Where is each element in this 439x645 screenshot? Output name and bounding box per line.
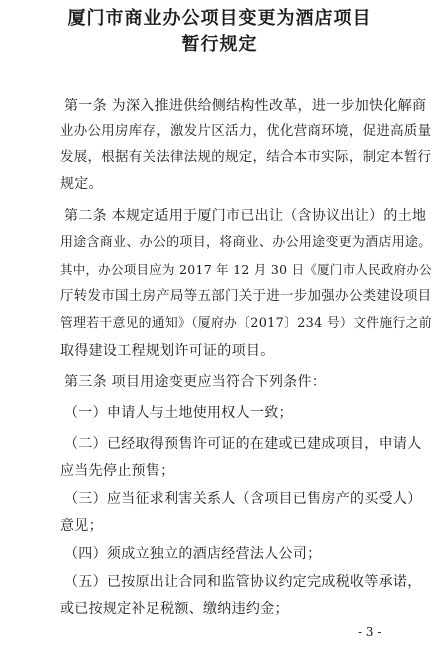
article-1-line-3: 发展，根据有关法律法规的规定，结合本市实际，制定本暂行 bbox=[60, 150, 432, 165]
article-3-item-2-line-1: （二）已经取得预售许可证的在建或已建成项目，申请人 bbox=[64, 436, 422, 452]
document-title-line-1: 厦门市商业办公项目变更为酒店项目 bbox=[67, 8, 372, 29]
article-3-item-2-line-2: 应当先停止预售； bbox=[60, 463, 175, 479]
article-2-line-5: 管理若干意见的通知》（厦府办〔2017〕234 号）文件施行之前 bbox=[60, 316, 432, 331]
article-3-line-1: 第三条 项目用途变更应当符合下列条件： bbox=[64, 374, 327, 390]
article-3-item-4: （四）须成立独立的酒店经营法人公司； bbox=[64, 546, 322, 562]
article-1-line-4: 规定。 bbox=[60, 176, 103, 192]
article-2-line-3: 其中，办公项目应为 2017 年 12 月 30 日《厦门市人民政府办公 bbox=[60, 262, 432, 277]
page-number: - 3 - bbox=[358, 625, 382, 639]
article-1-line-1: 第一条 为深入推进供给侧结构性改革，进一步加快化解商 bbox=[64, 98, 427, 114]
article-2-line-2: 用途含商业、办公的项目，将商业、办公用途变更为酒店用途。 bbox=[60, 235, 432, 250]
article-3-item-3-line-2: 意见； bbox=[60, 518, 103, 534]
article-3-item-5-line-2: 或已按规定补足税额、缴纳违约金； bbox=[60, 601, 289, 617]
article-3-item-5-line-1: （五）已按原出让合同和监管协议约定完成税收等承诺， bbox=[64, 574, 422, 590]
document-title-line-2: 暂行规定 bbox=[181, 34, 258, 55]
article-2-line-1: 第二条 本规定适用于厦门市已出让（含协议出让）的土地 bbox=[64, 208, 427, 224]
article-2-line-6: 取得建设工程规划许可证的项目。 bbox=[60, 343, 275, 359]
article-3-item-3-line-1: （三）应当征求利害关系人（含项目已售房产的买受人） bbox=[64, 491, 422, 507]
article-1-line-2: 业办公用房库存，激发片区活力，优化营商环境，促进高质量 bbox=[60, 124, 432, 139]
article-2-line-4: 厅转发市国土房产局等五部门关于进一步加强办公类建设项目 bbox=[60, 289, 432, 304]
article-3-item-1: （一）申请人与土地使用权人一致； bbox=[64, 405, 293, 421]
